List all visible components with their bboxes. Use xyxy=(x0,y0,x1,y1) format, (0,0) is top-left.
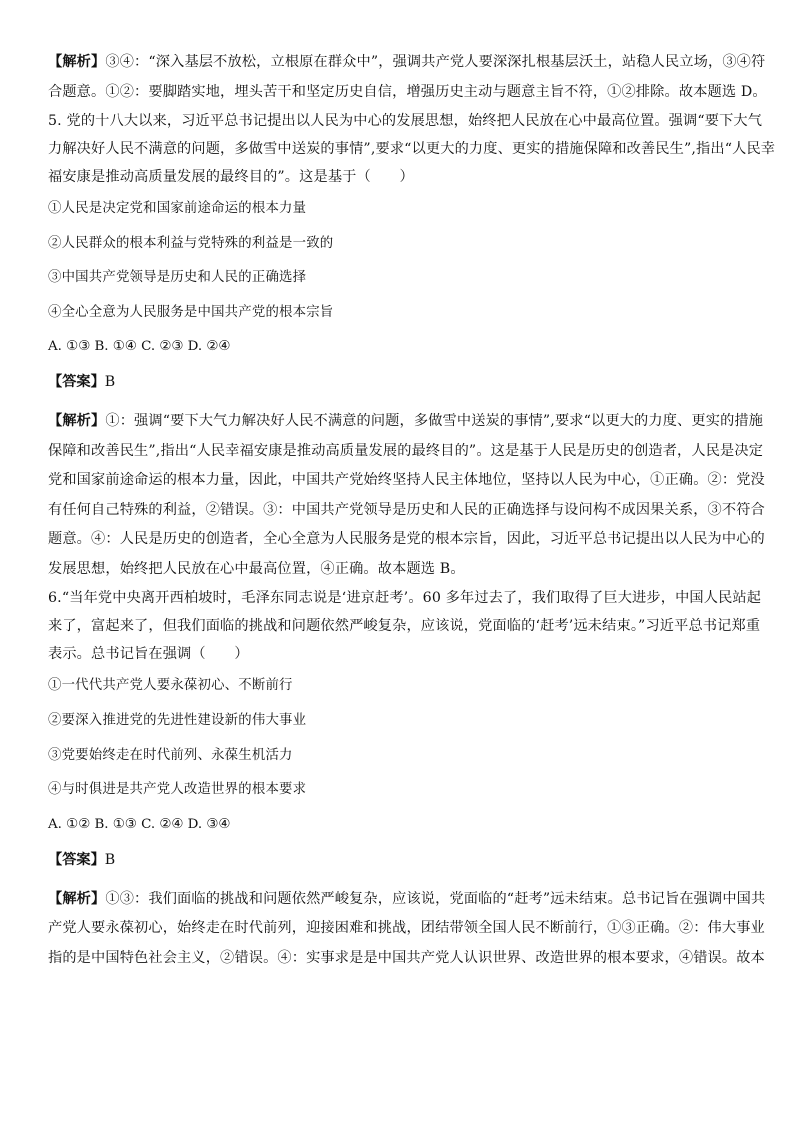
question-5-analysis-line-3: 党和国家前途命运的根本力量，因此，中国共产党始终坚持人民主体地位，坚持以人民为中心，①正确。②：党没 xyxy=(48,472,765,489)
analysis-tag: 【解析】 xyxy=(48,54,106,70)
question-6-option-2: ②要深入推进党的先进性建设新的伟大事业 xyxy=(48,712,307,728)
prev-analysis-line-2: 合题意。①②：要脚踏实地，埋头苦干和坚定历史自信，增强历史主动与题意主旨不符，①②排除。故本题选 D。 xyxy=(48,83,767,100)
question-5-analysis-line-4: 有任何自己特殊的利益，②错误。③：中国共产党领导是历史和人民的正确选择与设问构不成因果关系，③不符合 xyxy=(48,501,765,518)
question-5-choices: A. ①③ B. ①④ C. ②③ D. ②④ xyxy=(48,339,231,355)
answer-value: B xyxy=(104,851,116,868)
question-5-option-1: ①人民是决定党和国家前途命运的根本力量 xyxy=(48,201,307,216)
question-6-stem-line-1: 6.“当年党中央离开西柏坡时，毛泽东同志说是‘进京赶考’。60 多年过去了，我们取得了巨大进步，中国人民站起 xyxy=(48,590,762,607)
question-6-analysis xyxy=(48,885,766,974)
answer-tag: 【答案】 xyxy=(48,851,105,868)
question-5-analysis xyxy=(48,407,765,584)
question-6-stem-line-3: 表示。总书记旨在强调（ ） xyxy=(48,646,249,663)
analysis-tag: 【解析】 xyxy=(48,413,106,430)
question-6-option-4: ④与时俱进是共产党人改造世界的根本要求 xyxy=(48,782,307,798)
document-page xyxy=(48,48,776,973)
question-5-analysis-line-1: 【解析】①：强调“要下大气力解决好人民不满意的问题，多做雪中送炭的事情”,要求“以更大的力度、更实的措施 xyxy=(48,413,764,430)
question-5-stem-line-1: 5. 党的十八大以来，习近平总书记提出以人民为中心的发展思想，始终把人民放在心中最高位置。强调“要下大气 xyxy=(48,113,763,129)
question-6-choices: A. ①② B. ①③ C. ②④ D. ③④ xyxy=(48,816,231,832)
question-6-stem-line-2: 来了，富起来了，但我们面临的挑战和问题依然严峻复杂，应该说，党面临的‘赶考’远未结束。”习近平总书记郑重 xyxy=(48,618,761,635)
question-5-analysis-line-6: 发展思想，始终把人民放在心中最高位置，④正确。故本题选 B。 xyxy=(48,560,465,577)
question-6-analysis-line-1: 【解析】①③：我们面临的挑战和问题依然严峻复杂，应该说，党面临的“赶考”远未结束。总书记旨在强调中国共 xyxy=(48,890,766,907)
question-6-analysis-line-2: 产党人要永葆初心，始终走在时代前列，迎接困难和挑战，团结带领全国人民不断前行，①③正确。②：伟大事业 xyxy=(48,920,765,937)
prev-analysis xyxy=(48,48,767,107)
question-5-stem-line-3: 福安康是推动高质量发展的最终目的”。这是基于（ ） xyxy=(48,169,414,185)
question-5-option-4: ④全心全意为人民服务是中国共产党的根本宗旨 xyxy=(48,304,334,320)
question-5 xyxy=(48,107,776,191)
question-5-answer xyxy=(48,372,756,392)
prev-analysis-line-1: 【解析】③④：“深入基层不放松，立根原在群众中”，强调共产党人要深深扎根基层沃土，站稳人民立场，③④符 xyxy=(48,54,766,70)
question-6 xyxy=(48,584,762,668)
question-6-option-3: ③党要始终走在时代前列、永葆生机活力 xyxy=(48,747,293,763)
question-6-analysis-line-3: 指的是中国特色社会主义，②错误。④：实事求是是中国共产党人认识世界、改造世界的根本要求，④错误。故本 xyxy=(48,949,765,966)
question-6-answer xyxy=(48,850,756,870)
answer-tag: 【答案】 xyxy=(48,374,105,391)
question-5-analysis-line-5: 题意。④：人民是历史的创造者，全心全意为人民服务是党的根本宗旨，因此，习近平总书记提出以人民为中心的 xyxy=(48,531,765,548)
question-5-stem-line-2: 力解决好人民不满意的问题，多做雪中送炭的事情”,要求“以更大的力度、更实的措施保障和改善民生”,指出“人民幸 xyxy=(48,141,776,157)
analysis-tag: 【解析】 xyxy=(48,890,106,907)
question-5-option-3: ③中国共产党领导是历史和人民的正确选择 xyxy=(48,270,307,286)
question-5-analysis-line-2: 保障和改善民生”,指出“人民幸福安康是推动高质量发展的最终目的”。这是基于人民是历史的创造者，人民是决定 xyxy=(48,442,764,459)
answer-value: B xyxy=(104,374,116,391)
question-6-option-1: ①一代代共产党人要永葆初心、不断前行 xyxy=(48,678,293,694)
question-5-option-2: ②人民群众的根本利益与党特殊的利益是一致的 xyxy=(48,235,334,251)
